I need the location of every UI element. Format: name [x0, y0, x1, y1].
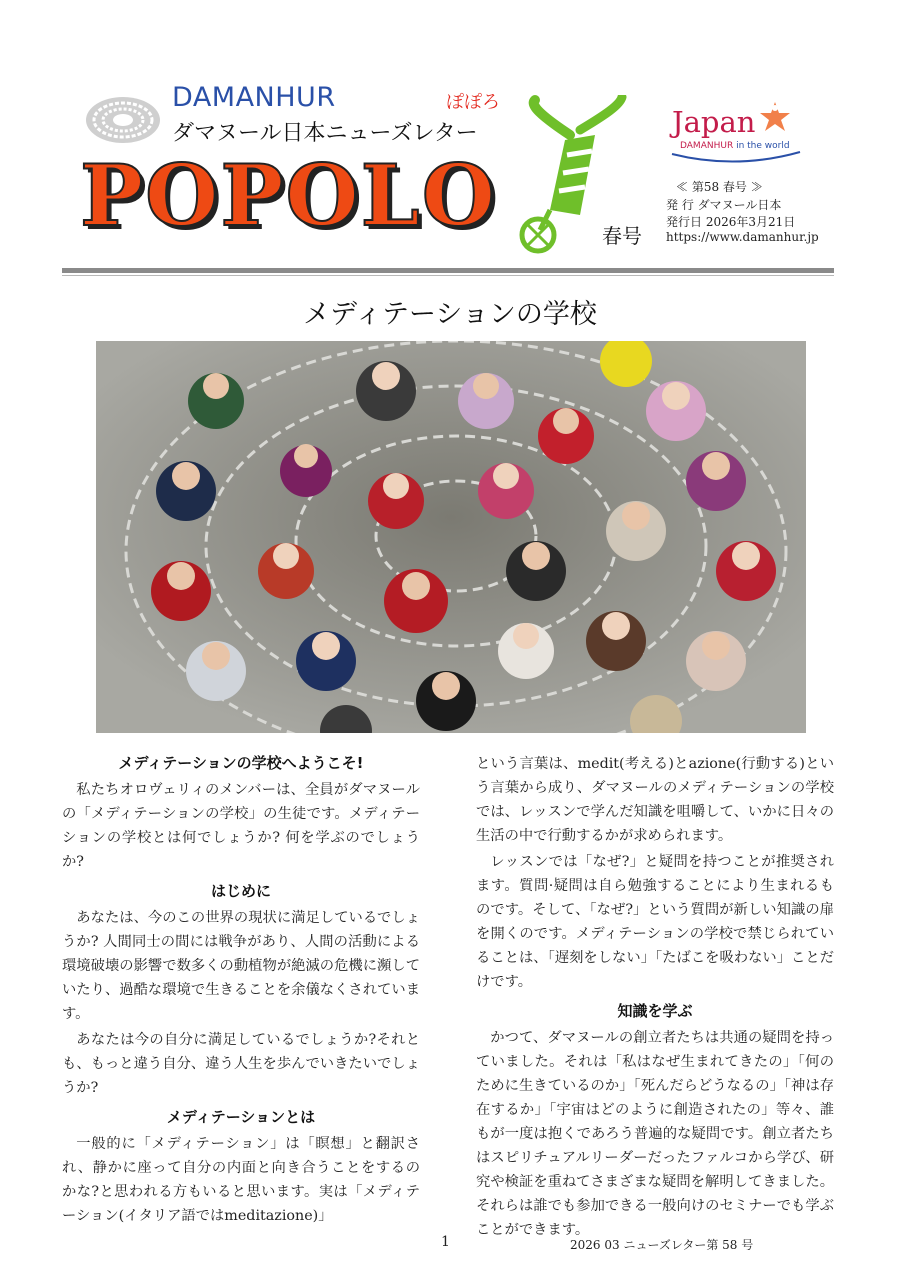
issue-date: 発行日 2026年3月21日 [666, 215, 796, 229]
japan-sub-damanhur: DAMANHUR [680, 141, 734, 151]
paragraph: という言葉は、medit(考える)とazione(行動する)という言葉から成り、ダマヌールのメディテーションの学校では、レッスンで学んだ知識を咀嚼して、いかに日々の生活の中で行動するかが求められます。 [476, 756, 834, 844]
paragraph: 私たちオロヴェリィのメンバーは、全員がダマヌールの「メディテーションの学校」の生徒です。メディテーションの学校とは何でしょうか? 何を学ぶのでしょうか? [62, 782, 420, 870]
section-heading-knowledge: 知識を学ぶ [617, 1002, 693, 1020]
masthead [0, 0, 900, 270]
website-url[interactable]: https://www.damanhur.jp [666, 230, 819, 244]
paragraph: レッスンでは「なぜ?」と疑問を持つことが推奨されます。質問·疑問は自ら勉強することにより生まれるものです。そして、「なぜ?」という質問が新しい知識の扉を開くのです。メディテーションの学校で禁じられていることは、「遅刻をしない」「たばこを吸わない」ことだけです。 [476, 854, 834, 990]
header-divider [62, 268, 834, 273]
paragraph: あなたは、今のこの世界の現状に満足しているでしょうか? 人間同士の間には戦争があり、人間の活動による環境破壊の影響で数多くの動植物が絶滅の危機に瀕していたり、過酷な環境で生きることを余儀なくされています。 [62, 910, 420, 1022]
issue-number: ≪ 第58 春号 ≫ [676, 180, 763, 194]
spiral-emblem-icon [84, 95, 162, 145]
article-headline: メディテーションの学校 [303, 299, 597, 330]
brand-name: DAMANHUR [172, 82, 336, 113]
section-heading-welcome: メディテーションの学校へようこそ! [118, 754, 364, 772]
star-figure-icon [758, 100, 792, 134]
paragraph: かつて、ダマヌールの創立者たちは共通の疑問を持っていました。それは「私はなぜ生まれてきたの」「何のために生きているのか」「死んだらどうなるの」「神は存在するか」「宇宙はどのように創造されたの」等々、誰もが一度は抱くであろう普遍的な疑問です。創立者たちはスピリチュアルリーダーだったファルコから学び、研究や検証を重ねてさまざまな疑問を解明してきました。それらは誰でも参加できる一般向けのセミナーでも学ぶことができます。 [476, 1030, 834, 1238]
japan-sub-world: in the world [733, 141, 790, 151]
logo-kana: ぽぽろ [446, 92, 500, 113]
page-number: 1 [441, 1234, 450, 1250]
footer-issue: 2026 03 ニューズレター第 58 号 [570, 1238, 754, 1252]
paragraph: 一般的に「メディテーション」は「瞑想」と翻訳され、静かに座って自分の内面と向き合うことをするのかな?と思われる方もいると思います。実は「メディテーション(イタリア語ではmeditazione)」 [62, 1136, 420, 1224]
publisher: 発 行 ダマヌール日本 [666, 198, 782, 212]
paragraph: あなたは今の自分に満足しているでしょうか?それとも、もっと違う自分、違う人生を歩んでいきたいでしょうか? [62, 1032, 420, 1096]
season-label: 春号 [602, 224, 642, 248]
wave-line-icon [670, 148, 802, 168]
section-heading-meditation: メディテーションとは [166, 1108, 316, 1126]
section-heading-intro: はじめに [210, 882, 271, 900]
japan-logo: Japan [672, 105, 756, 139]
newsletter-subtitle: ダマヌール日本ニューズレター [172, 121, 478, 146]
right-column [476, 752, 834, 1244]
group-photo-illustration [96, 341, 806, 733]
left-column [62, 748, 420, 1230]
popolo-logo: POPOLO [80, 146, 497, 245]
header-divider-thin [62, 275, 834, 276]
group-photo [96, 341, 806, 733]
